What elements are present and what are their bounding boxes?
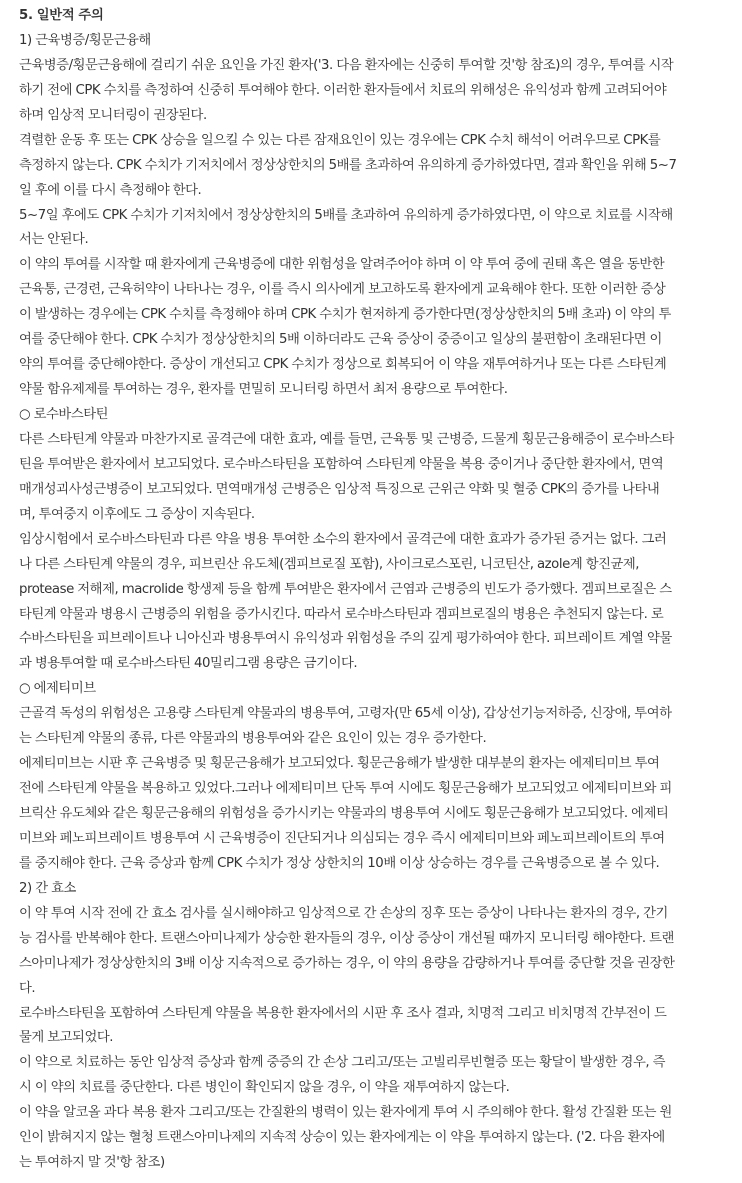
text-line: 는 투여하지 말 것'항 참조) [19,1155,165,1171]
text-line: 이 약의 투여를 시작할 때 환자에게 근육병증에 대한 위험성을 알려주어야 하며 이 약 투여 중에 권태 혹은 열을 동반한 [19,257,665,273]
text-line: 측정하지 않는다. CPK 수치가 기저치에서 정상상한치의 5배를 초과하여 유의하게 증가하였다면, 결과 확인을 위해 5~7 [19,157,677,173]
text-line: 타틴계 약물과 병용시 근병증의 위험을 증가시킨다. 따라서 로수바스타틴과 겜피브로질의 병용은 추천되지 않는다. 로 [19,606,664,622]
text-line: 며, 투여중지 이후에도 그 증상이 지속된다. [19,506,255,522]
text-line: 서는 안된다. [19,232,89,248]
text-line: 를 중지해야 한다. 근육 증상과 함께 CPK 수치가 정상 상한치의 10배 이상 상승하는 경우를 근육병증으로 볼 수 있다. [19,855,660,871]
text-line: 5~7일 후에도 CPK 수치가 기저치에서 정상상한치의 5배를 초과하여 유의하게 증가하였다면, 이 약으로 치료를 시작해 [19,207,673,223]
text-line: 2) 간 효소 [19,880,76,896]
text-line: 이 약으로 치료하는 동안 임상적 증상과 함께 중증의 간 손상 그리고/또는 고빌리루빈혈증 또는 황달이 발생한 경우, 즉 [19,1055,665,1071]
text-line: 이 약을 알코올 과다 복용 환자 그리고/또는 간질환의 병력이 있는 환자에게 투여 시 주의해야 한다. 활성 간질환 또는 원 [19,1105,672,1121]
text-line: 다. [19,980,36,996]
text-line: 능 검사를 반복해야 한다. 트랜스아미나제가 상승한 환자들의 경우, 이상 증상이 개선될 때까지 모니터링 해야한다. 트랜 [19,930,674,946]
text-line: 일 후에 이를 다시 측정해야 한다. [19,182,202,198]
text-line: 나 다른 스타틴계 약물의 경우, 피브린산 유도체(겜피브로질 포함), 사이크로스포린, 니코틴산, azole계 항진균제, [19,556,640,572]
text-line: ○ 에제티미브 [19,681,96,697]
document-text [19,29,724,1176]
text-line: 약물 함유제제를 투여하는 경우, 환자를 면밀히 모니터링 하면서 최저 용량으로 투여한다. [19,382,508,398]
text-line: 다른 스타틴계 약물과 마찬가지로 골격근에 대한 효과, 예를 들면, 근육통 및 근병증, 드물게 횡문근융해증이 로수바스타 [19,431,674,447]
text-line: 근육통, 근경련, 근육허약이 나타나는 경우, 이를 즉시 의사에게 보고하도록 환자에게 교육해야 한다. 또한 이러한 증상 [19,282,666,298]
text-line: 과 병용투여할 때 로수바스타틴 40밀리그램 용량은 금기이다. [19,656,358,672]
text-line: 하기 전에 CPK 수치를 측정하여 신중히 투여해야 한다. 이러한 환자들에서 치료의 위해성은 유익성과 함께 고려되어야 [19,82,667,98]
text-line: protease 저해제, macrolide 항생제 등을 함께 투여받은 환자에서 근염과 근병증의 빈도가 증가했다. 겜피브로질은 스 [19,581,672,597]
text-line: 여를 중단해야 한다. CPK 수치가 정상상한치의 5배 이하더라도 근육 증상이 중증이고 일상의 불편함이 초래된다면 이 [19,332,662,348]
text-line: 이 약 투여 시작 전에 간 효소 검사를 실시해야하고 임상적으로 간 손상의 징후 또는 증상이 나타나는 환자의 경우, 간기 [19,905,668,921]
text-line: 임상시험에서 로수바스타틴과 다른 약을 병용 투여한 소수의 환자에서 골격근에 대한 효과가 증가된 증거는 없다. 그러 [19,531,667,547]
text-line: 로수바스타틴을 포함하여 스타틴계 약물을 복용한 환자에서의 시판 후 조사 결과, 치명적 그리고 비치명적 간부전이 드 [19,1005,667,1021]
text-line: 격렬한 운동 후 또는 CPK 상승을 일으킬 수 있는 다른 잠재요인이 있는 경우에는 CPK 수치 해석이 어려우므로 CPK를 [19,132,661,148]
text-line: 1) 근육병증/횡문근융해 [19,32,151,48]
text-line: 약의 투여를 중단해야한다. 증상이 개선되고 CPK 수치가 정상으로 회복되어 이 약을 재투여하거나 또는 다른 스타틴계 [19,357,667,373]
text-line: 인이 밝혀지지 않는 혈청 트랜스아미나제의 지속적 상승이 있는 환자에게는 이 약을 투여하지 않는다. ('2. 다음 환자에 [19,1130,665,1146]
text-line: 시 이 약의 치료를 중단한다. 다른 병인이 확인되지 않을 경우, 이 약을 재투여하지 않는다. [19,1080,510,1096]
text-line: ○ 로수바스타틴 [19,407,108,422]
text-line: 물게 보고되었다. [19,1030,114,1046]
text-line: 하며 임상적 모니터링이 권장된다. [19,107,207,123]
text-line: 매개성괴사성근병증이 보고되었다. 면역매개성 근병증은 임상적 특징으로 근위근 약화 및 혈중 CPK의 증가를 나타내 [19,481,660,497]
text-line: 근육병증/횡문근융해에 걸리기 쉬운 요인을 가진 환자('3. 다음 환자에는 신중히 투여할 것'항 참조)의 경우, 투여를 시작 [19,57,674,73]
text-line: 수바스타틴을 피브레이트나 니아신과 병용투여시 유익성과 위험성을 주의 깊게 평가하여야 한다. 피브레이트 계열 약물 [19,631,672,647]
text-line: 브릭산 유도체와 같은 횡문근융해의 위험성을 증가시키는 약물과의 병용투여 시에도 횡문근융해가 보고되었다. 에제티 [19,806,669,821]
text-line: 전에 스타틴계 약물을 복용하고 있었다.그러나 에제티미브 단독 투여 시에도 횡문근융해가 보고되었고 에제티미브와 피 [19,781,672,797]
text-line: 근골격 독성의 위험성은 고용량 스타틴계 약물과의 병용투여, 고령자(만 65세 이상), 갑상선기능저하증, 신장애, 투여하 [19,706,672,722]
text-line: 틴을 투여받은 환자에서 보고되었다. 로수바스타틴을 포함하여 스타틴계 약물을 복용 중이거나 중단한 환자에서, 면역 [19,456,664,472]
text-line: 에제티미브는 시판 후 근육병증 및 횡문근융해가 보고되었다. 횡문근융해가 발생한 대부분의 환자는 에제티미브 투여 [19,756,660,772]
text-line: 는 스타틴계 약물의 종류, 다른 약물과의 병용투여와 같은 요인이 있는 경우 증가한다. [19,731,487,747]
text-line: 스아미나제가 정상상한치의 3배 이상 지속적으로 증가하는 경우, 이 약의 용량을 감량하거나 투여를 중단할 것을 권장한 [19,955,675,971]
text-line: 이 발생하는 경우에는 CPK 수치를 측정해야 하며 CPK 수치가 현저하게 증가한다면(정상상한치의 5배 초과) 이 약의 투 [19,307,671,323]
text-line: 미브와 페노피브레이트 병용투여 시 근육병증이 진단되거나 의심되는 경우 즉시 에제티미브와 페노피브레이트의 투여 [19,830,665,846]
section-title: 5. 일반적 주의 [19,8,104,23]
